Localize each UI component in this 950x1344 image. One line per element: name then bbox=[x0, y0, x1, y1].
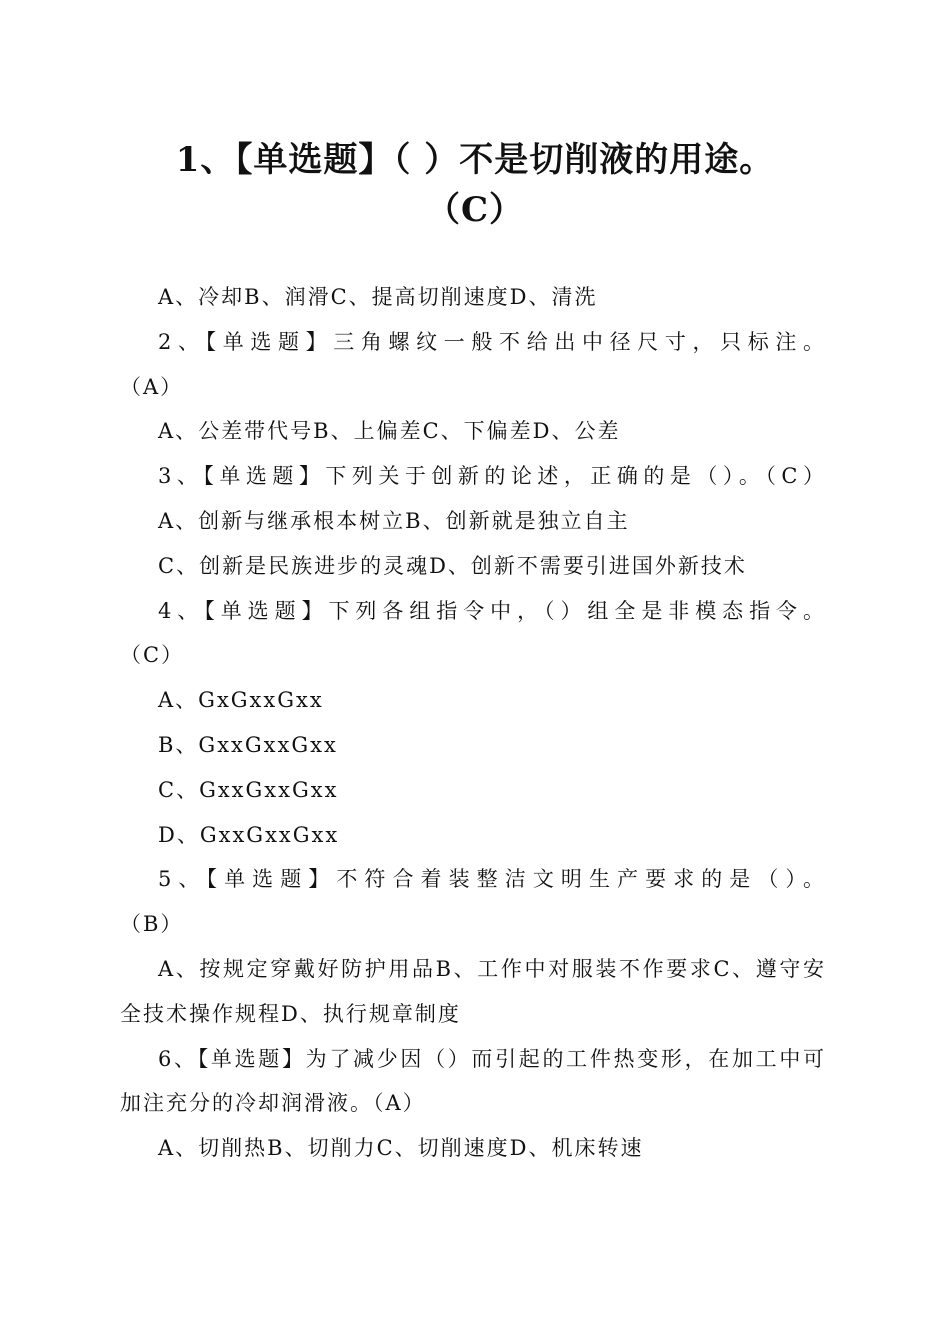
q3-options-cd: C、创新是民族进步的灵魂D、创新不需要引进国外新技术 bbox=[158, 553, 747, 578]
q4-option-a: A、GxGxxGxx bbox=[158, 688, 324, 713]
q2-answer: （A） bbox=[120, 374, 184, 399]
q3-options-ab: A、创新与继承根本树立B、创新就是独立自主 bbox=[158, 508, 630, 533]
q3-stem: 3、【单选题】下列关于创新的论述，正确的是（）。（C） bbox=[158, 464, 826, 489]
q5-answer: （B） bbox=[120, 912, 184, 937]
title-line-1: 1、【单选题】（ ）不是切削液的用途。 bbox=[175, 140, 775, 180]
q2-options: A、公差带代号B、上偏差C、下偏差D、公差 bbox=[158, 419, 621, 444]
q4-option-c: C、GxxGxxGxx bbox=[158, 777, 339, 802]
q4-option-b: B、GxxGxxGxx bbox=[158, 732, 338, 757]
document-body bbox=[120, 275, 826, 1171]
q2-stem: 2、【单选题】三角螺纹一般不给出中径尺寸，只标注。 bbox=[158, 329, 826, 354]
q1-options: A、冷却B、润滑C、提高切削速度D、清洗 bbox=[158, 285, 598, 309]
q4-stem: 4、【单选题】下列各组指令中，（）组全是非模态指令。 bbox=[158, 598, 826, 623]
q4-option-d: D、GxxGxxGxx bbox=[158, 822, 340, 847]
question-1-title bbox=[120, 135, 830, 235]
q5-stem: 5、【单选题】不符合着装整洁文明生产要求的是（）。 bbox=[158, 867, 826, 892]
q6-stem: 6、【单选题】为了减少因（）而引起的工件热变形，在加工中可加注充分的冷却润滑液。（A） bbox=[120, 1046, 826, 1116]
q4-answer: （C） bbox=[120, 643, 185, 668]
title-line-2: （C） bbox=[425, 190, 525, 230]
q6-options: A、切削热B、切削力C、切削速度D、机床转速 bbox=[158, 1136, 644, 1161]
q5-options: A、按规定穿戴好防护用品B、工作中对服装不作要求C、遵守安全技术操作规程D、执行规章制度 bbox=[120, 956, 826, 1026]
